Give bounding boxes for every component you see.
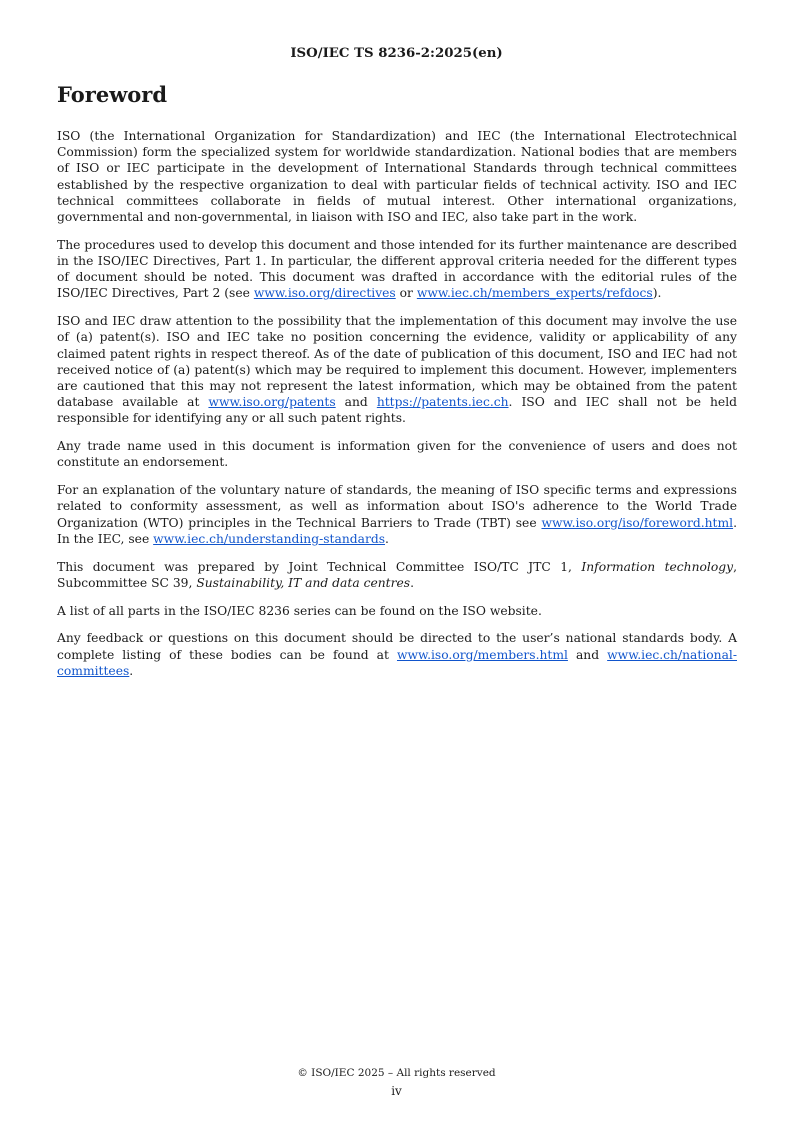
copyright-notice: © ISO/IEC 2025 – All rights reserved (297, 1067, 496, 1079)
link-iso-patents[interactable]: www.iso.org/patents (208, 395, 336, 410)
paragraph-text: ISO and IEC draw attention to the possibility that the implementation of this document may involve the use of (a) patent(s). ISO and IEC take no position concerning the evidence, validity or applicability of any claimed patent rights in respect thereof. As of the date of publication of this document, ISO and IEC had not received notice of (a) patent(s) which may be required to implement this document. However, implementers are cautioned that this may not represent the latest information, which may be obtained from the patent database available at (57, 314, 737, 410)
paragraph-voluntary-nature (57, 482, 737, 547)
paragraph-text: and (335, 395, 377, 410)
link-iec-national-committees[interactable]: www.iec.ch/national-committees (57, 647, 737, 678)
committee-name: Information technology (581, 559, 734, 574)
paragraph-feedback (57, 630, 737, 679)
link-iso-foreword[interactable]: www.iso.org/iso/foreword.html (541, 515, 734, 530)
paragraph-iso-iec-intro: ISO (the International Organization for Standardization) and IEC (the International Electrotechnical Commission) form the specialized system for worldwide standardization. National bodies that are members of ISO or IEC participate in the development of International Standards through technical committees established by the respective organization to deal with particular fields of technical activity. ISO and IEC technical committees collaborate in fields of mutual interest. Other international organizations, governmental and non-governmental, in liaison with ISO and IEC, also take part in the work. (57, 129, 737, 225)
subcommittee-name: Sustainability, IT and data centres (196, 575, 411, 590)
paragraph-text: . ISO and IEC shall not be held responsible for identifying any or all such patent rights. (57, 395, 737, 426)
paragraph-trade-name: Any trade name used in this document is information given for the convenience of users and does not constitute an endorsement. (57, 439, 737, 470)
paragraph-series-list: A list of all parts in the ISO/IEC 8236 series can be found on the ISO website. (57, 603, 542, 618)
paragraph-text: . (129, 663, 134, 678)
paragraph-procedures (57, 237, 737, 302)
page-number: iv (391, 1084, 402, 1098)
link-iso-members[interactable]: www.iso.org/members.html (396, 647, 568, 662)
page-footer (0, 1066, 793, 1098)
paragraph-text: , Subcommittee SC 39, (57, 559, 737, 590)
paragraph-text: Any feedback or questions on this document should be directed to the user’s national standards body. A complete listing of these bodies can be found at (57, 631, 737, 662)
paragraph-text: or (395, 286, 417, 301)
link-iec-understanding-standards[interactable]: www.iec.ch/understanding-standards (153, 531, 386, 546)
paragraph-text: and (567, 647, 608, 662)
paragraph-committee (57, 559, 737, 591)
paragraph-text: . In the IEC, see (57, 515, 737, 546)
link-iec-refdocs[interactable]: www.iec.ch/members_experts/refdocs (416, 286, 653, 301)
page-title: Foreword (57, 82, 168, 107)
paragraph-patents (57, 313, 737, 426)
link-iec-patents[interactable]: https://patents.iec.ch (376, 395, 509, 410)
foreword-body (57, 128, 737, 691)
document-header: ISO/IEC TS 8236-2:2025(en) (290, 46, 503, 61)
paragraph-text: For an explanation of the voluntary nature of standards, the meaning of ISO specific terms and expressions related to conformity assessment, as well as information about ISO's adherence to the World Trade Organization (WTO) principles in the Technical Barriers to Trade (TBT) see (57, 483, 737, 530)
paragraph-text: . (410, 575, 414, 590)
paragraph-text: ). (652, 286, 662, 301)
paragraph-text: The procedures used to develop this document and those intended for its further maintenance are described in the ISO/IEC Directives, Part 1. In particular, the different approval criteria needed for the different types of document should be noted. This document was drafted in accordance with the editorial rules of the ISO/IEC Directives, Part 2 (see (57, 237, 737, 301)
paragraph-text: . (385, 531, 389, 546)
link-iso-directives[interactable]: www.iso.org/directives (253, 286, 396, 301)
paragraph-text: This document was prepared by Joint Technical Committee ISO/TC JTC 1, (57, 559, 582, 574)
